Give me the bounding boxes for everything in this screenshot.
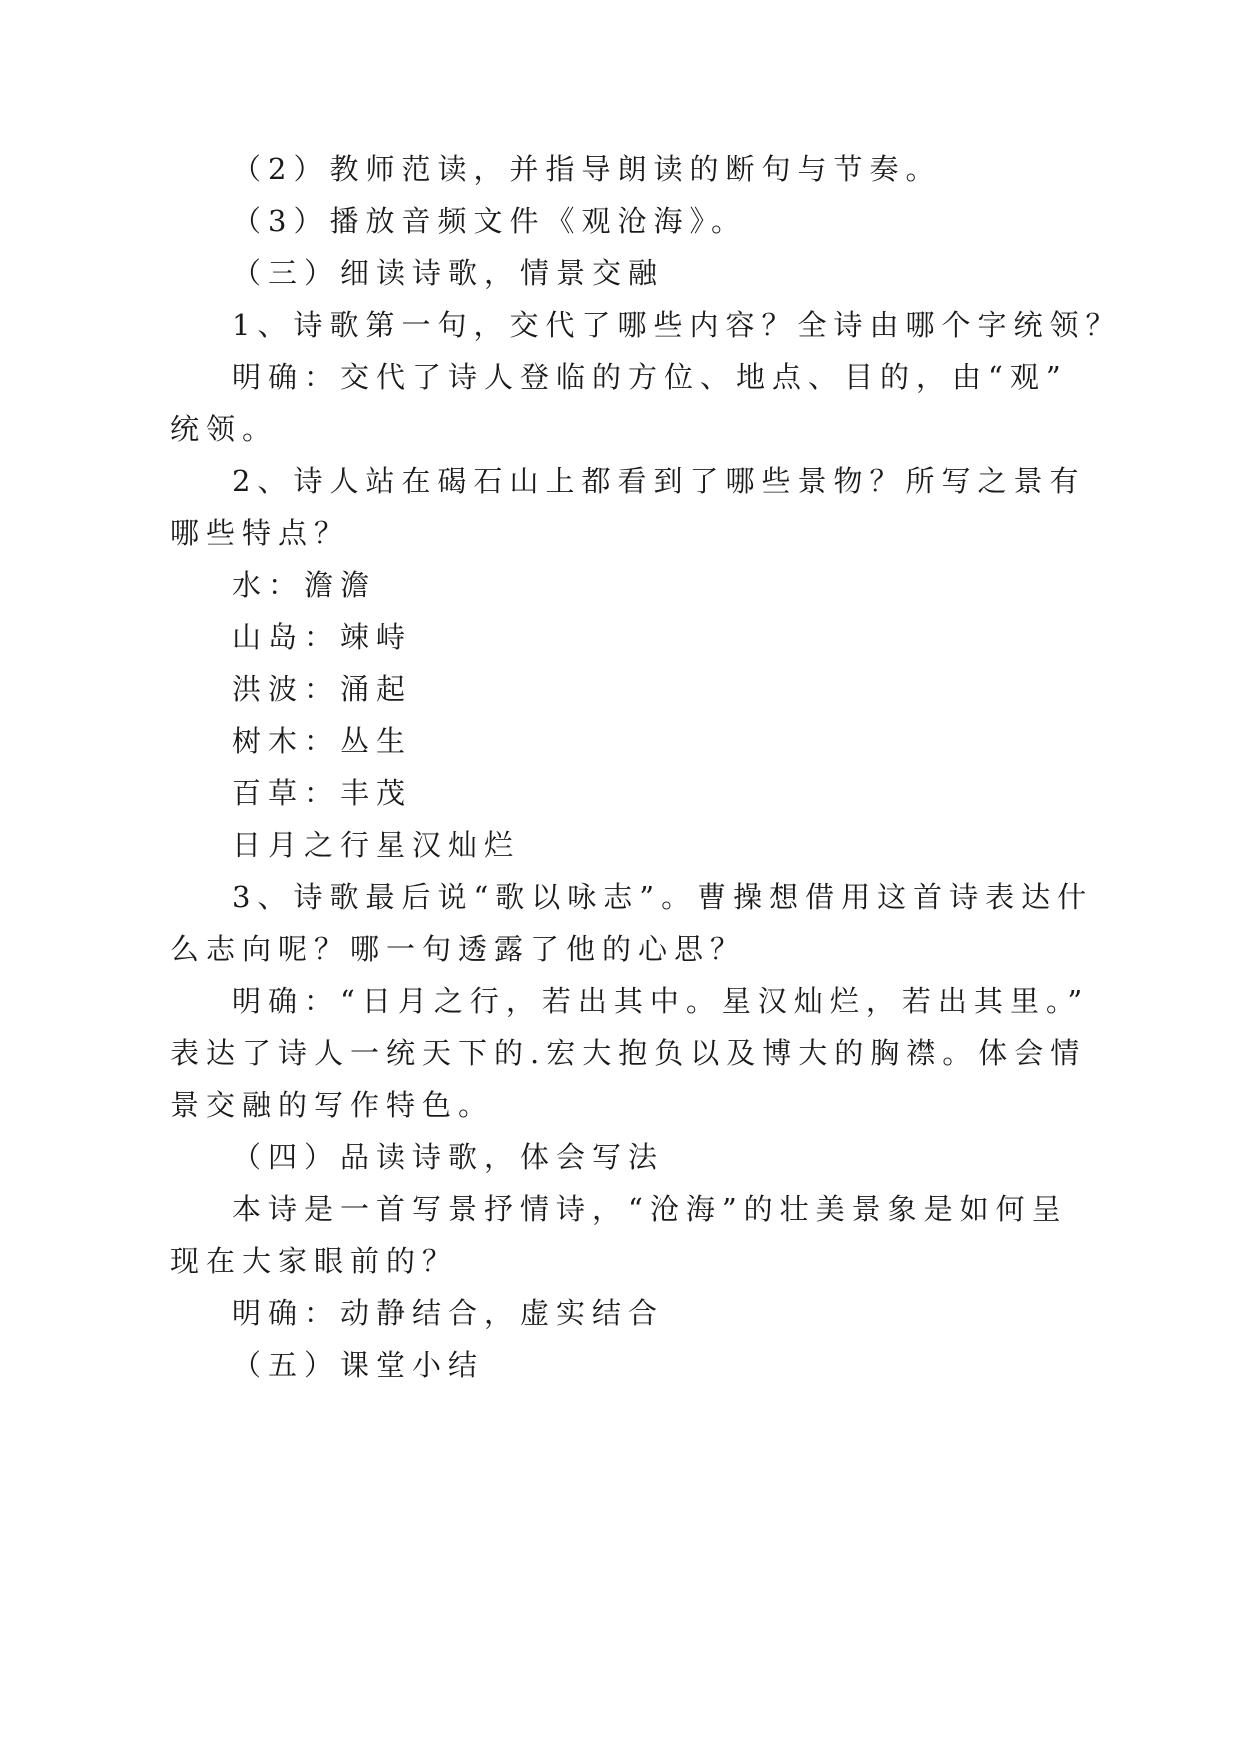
scene-item: 山岛：竦峙: [232, 620, 413, 654]
section-heading: （五）课堂小结: [232, 1348, 485, 1382]
scene-item: 洪波：涌起: [232, 672, 413, 706]
scene-item: 百草：丰茂: [232, 776, 413, 810]
question-line: 2、诗人站在碣石山上都看到了哪些景物？所写之景有: [232, 464, 1086, 498]
text-line: （3）播放音频文件《观沧海》。: [232, 204, 747, 238]
section-heading: （四）品读诗歌，体会写法: [232, 1140, 665, 1174]
answer-line: 明确：动静结合，虚实结合: [232, 1296, 665, 1330]
section-heading: （三）细读诗歌，情景交融: [232, 256, 665, 290]
text-line: 本诗是一首写景抒情诗，“沧海”的壮美景象是如何呈: [232, 1192, 1068, 1226]
text-line-continued: 现在大家眼前的？: [170, 1244, 459, 1278]
answer-line-continued: 表达了诗人一统天下的.宏大抱负以及博大的胸襟。体会情: [170, 1036, 1087, 1070]
answer-line: 明确：交代了诗人登临的方位、地点、目的，由“观”: [232, 360, 1068, 394]
question-line-continued: 哪些特点？: [170, 516, 351, 550]
answer-line-continued: 统领。: [170, 412, 279, 446]
scene-item: 日月之行星汉灿烂: [232, 828, 521, 862]
scene-item: 水：澹澹: [232, 568, 377, 602]
question-line: 3、诗歌最后说“歌以咏志”。曹操想借用这首诗表达什: [232, 880, 1094, 914]
text-line: （2）教师范读，并指导朗读的断句与节奏。: [232, 152, 942, 186]
scene-item: 树木：丛生: [232, 724, 413, 758]
question-line: 1、诗歌第一句，交代了哪些内容？全诗由哪个字统领？: [232, 308, 1122, 342]
answer-line: 明确：“日月之行，若出其中。星汉灿烂，若出其里。”: [232, 984, 1090, 1018]
answer-line-continued: 景交融的写作特色。: [170, 1088, 495, 1122]
question-line-continued: 么志向呢？哪一句透露了他的心思？: [170, 932, 747, 966]
